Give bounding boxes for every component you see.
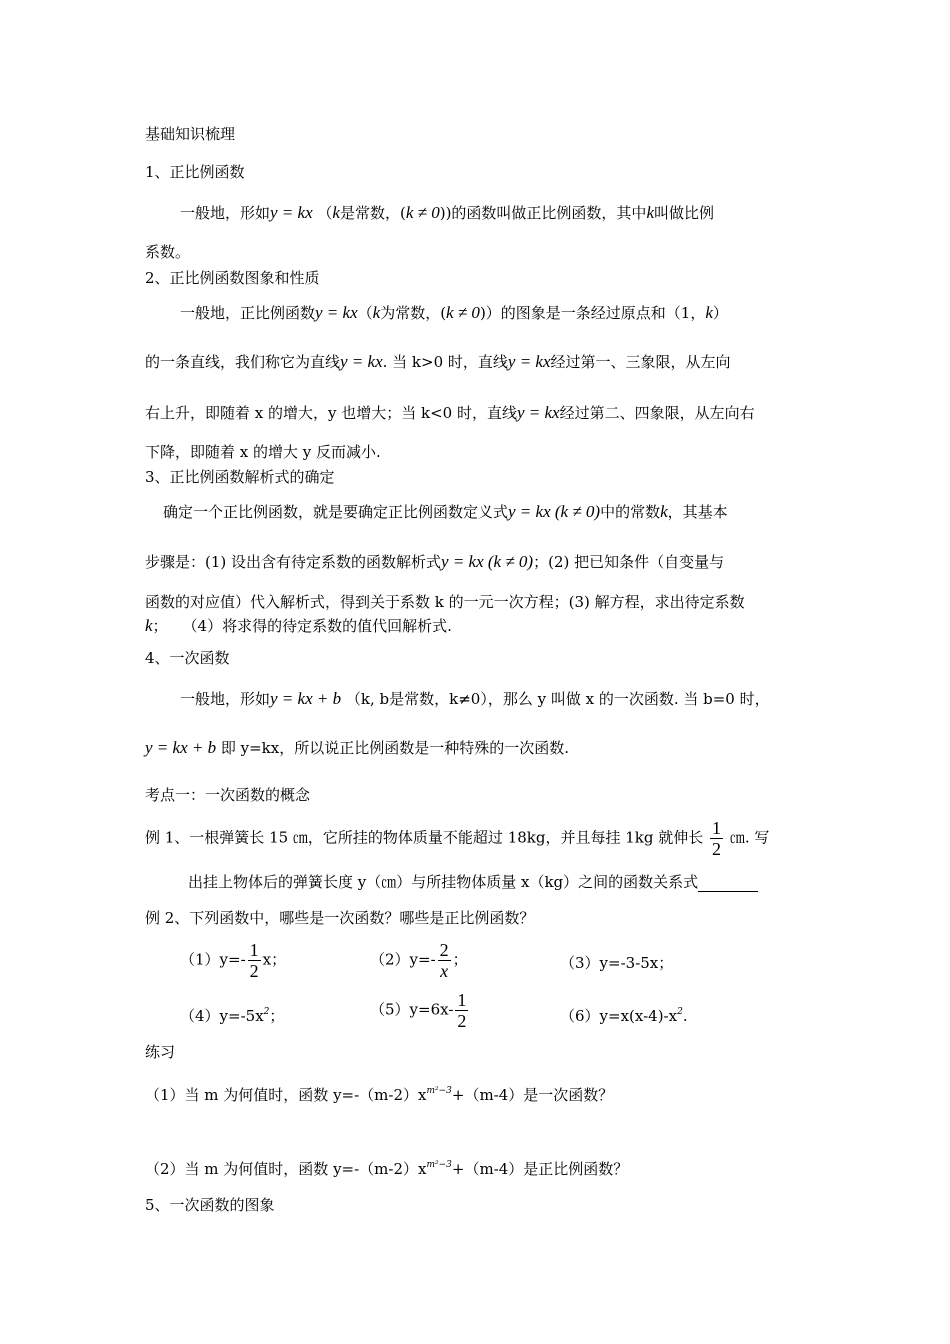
practice-q1: （1）当 m 为何值时，函数 $y=-(m-2)x^{m^2-3}+(m-4)$是一次函数？ bbox=[145, 1086, 614, 1104]
section-2-line-2: 的一条直线，我们称它为直线y = kx. 当 k>0 时，直线y = kx经过第一、三象限，从左向 bbox=[145, 352, 731, 371]
answer-blank[interactable] bbox=[698, 875, 758, 892]
example-1-line-2: 出挂上物体后的弹簧长度 y（㎝）与所挂物体质量 x（kg）之间的函数关系式 bbox=[188, 872, 758, 892]
example-1-line-1: 例 1、一根弹簧长 15 ㎝，它所挂的物体质量不能超过 18kg，并且每挂 1kg 就伸长 $\frac{1}{2}$ ㎝. 写 bbox=[145, 818, 770, 859]
section-4-line-2: y = kx + b 即 y=kx，所以说正比例函数是一种特殊的一次函数. bbox=[145, 738, 570, 757]
section-3-line-4: k； （4）将求得的待定系数的值代回解析式. bbox=[145, 616, 452, 635]
practice-heading: 练习 bbox=[145, 1043, 176, 1061]
example-2-item-3: （3）y=-3-5x； bbox=[560, 954, 674, 972]
example-2-item-4: $(4)y=-5x^2$； bbox=[180, 1007, 285, 1025]
section-2-line-1: 一般地，正比例函数y = kx（k为常数，(k ≠ 0)）的图象是一条经过原点和（1，k） bbox=[180, 303, 728, 322]
section-1-heading: 1、正比例函数 bbox=[145, 163, 245, 181]
section-3-line-2: 步骤是：(1) 设出含有待定系数的函数解析式y = kx (k ≠ 0)；(2) 把已知条件（自变量与 bbox=[145, 552, 725, 571]
example-2-item-1: （1）y=- $\frac{1}{2}$ x； bbox=[180, 940, 287, 981]
section-2-heading: 2、正比例函数图象和性质 bbox=[145, 269, 320, 287]
practice-q2: （2）当 m 为何值时，函数 $y=-(m-2)x^{m^2-3}+(m-4)$是正比例函数？ bbox=[145, 1160, 629, 1178]
section-4-heading: 4、一次函数 bbox=[145, 649, 230, 667]
section-2-line-3: 右上升，即随着 x 的增大，y 也增大；当 k<0 时，直线y = kx经过第二、四象限，从左向右 bbox=[145, 403, 755, 422]
kaodian-heading: 考点一：一次函数的概念 bbox=[145, 786, 311, 804]
section-5-heading: 5、一次函数的图象 bbox=[145, 1196, 275, 1214]
example-2-item-2: （2）y=- $\frac{2}{x}$ ； bbox=[370, 940, 468, 981]
doc-title: 基础知识梳理 bbox=[145, 125, 236, 143]
section-2-line-4: 下降，即随着 x 的增大 y 反而减小. bbox=[145, 443, 381, 461]
section-3-heading: 3、正比例函数解析式的确定 bbox=[145, 468, 335, 486]
fraction-half: $\frac{1}{2}$ bbox=[712, 818, 722, 859]
section-1-paragraph: 一般地，形如y = kx （k是常数，(k ≠ 0))的函数叫做正比例函数，其中k叫做比例 bbox=[180, 203, 714, 222]
example-2-item-6: $(6)y=x(x-4)-x^2$. bbox=[560, 1007, 688, 1025]
example-2-item-5: （5）y=6x- $\frac{1}{2}$ bbox=[370, 990, 467, 1031]
section-1-paragraph-cont: 系数。 bbox=[145, 243, 191, 261]
example-2-heading: 例 2、下列函数中，哪些是一次函数？哪些是正比例函数？ bbox=[145, 909, 535, 927]
section-3-line-3: 函数的对应值）代入解析式，得到关于系数 k 的一元一次方程；(3) 解方程，求出待定系数 bbox=[145, 593, 745, 611]
section-3-line-1: 确定一个正比例函数，就是要确定正比例函数定义式y = kx (k ≠ 0)中的常数k，其基本 bbox=[163, 502, 728, 521]
section-4-line-1: 一般地，形如y = kx + b （k, b是常数，k≠0），那么 y 叫做 x 的一次函数. 当 b=0 时， bbox=[180, 689, 770, 708]
